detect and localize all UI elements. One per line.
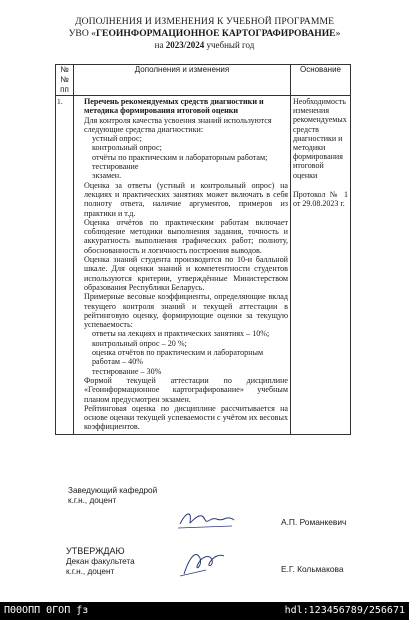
header-basis: Основание <box>291 65 351 96</box>
weight-item: ответы на лекциях и практических занятиях – 10%; <box>92 329 270 339</box>
program-title-prefix: УВО « <box>68 28 96 39</box>
weight-item: тестирование – 30% <box>92 366 162 376</box>
changes-table <box>55 64 351 435</box>
weight-item: контрольный опрос – 20 %; <box>92 338 187 348</box>
viewer-status-bar <box>0 602 409 620</box>
changes-cell <box>74 96 291 435</box>
head-title: Заведующий кафедрой <box>68 486 158 495</box>
tool-item: экзамен. <box>92 171 122 181</box>
basis-reason: Необходимость изменения рекомендуемых средств диагностики и методики формирования итоговой оценки <box>293 97 347 180</box>
tool-item: тестирование <box>92 162 139 172</box>
dean-degree: к.г.н., доцент <box>66 567 115 576</box>
year-suffix: учебный год <box>204 40 255 50</box>
academic-year-line <box>0 40 409 51</box>
year-prefix: на <box>154 40 166 50</box>
paragraph-exam: Формой текущей аттестации по дисциплине «Геоинформационное картографирование» учебным планом предусмотрен экзамен. <box>84 375 288 404</box>
intro-text: Для контроля качества усвоения знаний используются следующие средства диагностики: <box>84 115 272 134</box>
academic-year: 2023/2024 <box>165 40 205 50</box>
head-of-department-title <box>68 486 157 506</box>
header-number: № № пп <box>56 65 74 96</box>
dean-title-block <box>66 557 135 577</box>
tool-item: контрольный опрос; <box>92 143 162 153</box>
basis-cell <box>291 96 351 435</box>
table-header-row <box>56 65 351 96</box>
section-title: Перечень рекомендуемых средств диагностики и методика формирования итоговой оценки <box>84 97 264 116</box>
program-title-suffix: » <box>335 28 341 39</box>
paragraph-rating: Рейтинговая оценка по дисциплине рассчитывается на основе оценки текущей успеваемости с учётом их весовых коэффициентов. <box>84 403 288 432</box>
weight-item: оценка отчётов по практическим и лабораторным работам – 40% <box>92 348 264 367</box>
basis-protocol: Протокол № 1 от 29.08.2023 г. <box>293 189 348 209</box>
dean-title: Декан факультета <box>66 557 135 566</box>
dean-name: Е.Г. Кольмакова <box>281 564 344 574</box>
tool-item: отчёты по практическим и лабораторным работам; <box>92 152 268 162</box>
status-left-text: ΠΘΘΟΠΠ ΘΓΟΠ ƒз <box>4 605 89 616</box>
tool-item: устный опрос; <box>92 134 142 144</box>
program-title: ГЕОИНФОРМАЦИОННОЕ КАРТОГРАФИРОВАНИЕ <box>95 28 336 39</box>
paragraph-weights: Примерные весовые коэффициенты, определяющие вклад текущего контроля знаний и текущей аттестации в рейтинговую оценку, формирующие оценки за текущую успеваемость: <box>84 292 288 330</box>
head-signature <box>176 506 238 532</box>
handle-identifier: hdl:123456789/256671 <box>284 605 405 616</box>
program-title-line <box>0 28 409 39</box>
paragraph-reports: Оценка отчётов по практическим работам включает соблюдение методики выполнения задания, точность и аккуратность выполнения графических работ; полноту, обоснованность и логичность построения выводов. <box>84 217 288 255</box>
paragraph-scale: Оценка знаний студента производится по 10-и балльной шкале. Для оценки знаний и компетентности студентов используются критерии, утверждённые Министерством образования Республики Беларусь. <box>84 255 288 292</box>
approval-stamp: УТВЕРЖДАЮ <box>66 546 125 556</box>
head-name: А.П. Романкевич <box>281 517 347 527</box>
header-changes: Дополнения и изменения <box>74 65 291 96</box>
head-degree: к.г.н., доцент <box>68 496 117 505</box>
row-number: 1. <box>56 96 74 435</box>
paragraph-oral: Оценка за ответы (устный и контрольный опрос) на лекциях и практических занятиях может включать в себя полноту ответа, наличие аргументов, примеров из практики и т.д. <box>84 180 288 218</box>
dean-signature <box>176 546 232 580</box>
table-row <box>56 96 351 435</box>
doc-heading: ДОПОЛНЕНИЯ И ИЗМЕНЕНИЯ К УЧЕБНОЙ ПРОГРАММЕ <box>74 16 335 27</box>
